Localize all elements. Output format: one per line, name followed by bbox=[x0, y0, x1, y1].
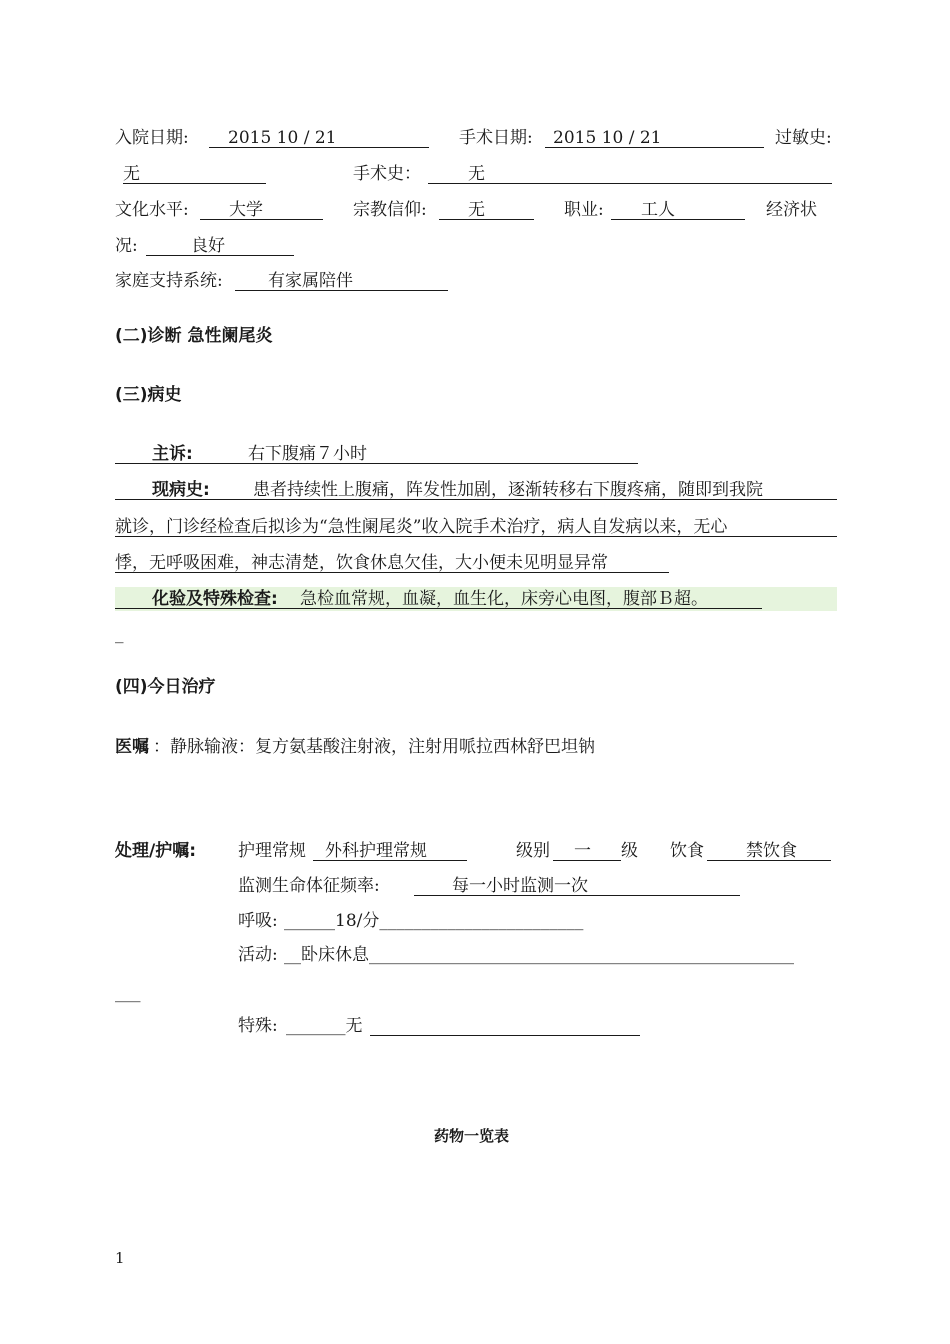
diet-value: 禁饮食 bbox=[746, 841, 797, 861]
routine-value: 外科护理常规 bbox=[325, 841, 427, 861]
present-illness-label: 现病史: bbox=[152, 480, 210, 500]
page-number: 1 bbox=[115, 1249, 125, 1267]
admission-value: 2015 10 / 21 bbox=[228, 128, 337, 148]
special-value: _______无 bbox=[286, 1016, 363, 1036]
level-label: 级别 bbox=[516, 841, 550, 861]
breath-value: ______18/分________________________ bbox=[284, 911, 584, 931]
present-illness-line-2: 就诊，门诊经检查后拟诊为“急性阑尾炎”收入院手术治疗，病人自发病以来，无心 bbox=[115, 517, 728, 537]
activity-label: 活动: bbox=[238, 945, 278, 965]
surgery-date-label: 手术日期: bbox=[459, 128, 533, 148]
surgery-history-value: 无 bbox=[468, 164, 485, 184]
economic-value: 良好 bbox=[191, 236, 225, 256]
orders-value: ：静脉输液：复方氨基酸注射液，注射用哌拉西林舒巴坦钠 bbox=[153, 737, 595, 757]
family-support-value: 有家属陪伴 bbox=[268, 271, 353, 291]
occupation-underline bbox=[611, 200, 745, 220]
surgery-history-label: 手术史： bbox=[353, 164, 421, 184]
treatment-heading: (四)今日治疗 bbox=[115, 677, 216, 697]
diet-label: 饮食 bbox=[670, 841, 704, 861]
admission-label: 入院日期: bbox=[115, 128, 189, 148]
present-illness-line-1: 患者持续性上腹痛，阵发性加剧，逐渐转移右下腹疼痛，随即到我院 bbox=[253, 480, 763, 500]
allergy-value: 无 bbox=[123, 164, 140, 184]
occupation-value: 工人 bbox=[641, 200, 675, 220]
breath-label: 呼吸: bbox=[238, 911, 278, 931]
level-value: 一 bbox=[574, 841, 591, 861]
allergy-label: 过敏史: bbox=[775, 128, 832, 148]
level-suffix: 级 bbox=[621, 841, 638, 861]
occupation-label: 职业: bbox=[564, 200, 604, 220]
lab-label: 化验及特殊检查: bbox=[152, 589, 278, 609]
economic-label: 经济状 bbox=[766, 200, 817, 220]
family-support-label: 家庭支持系统: bbox=[115, 271, 223, 291]
education-label: 文化水平: bbox=[115, 200, 189, 220]
education-value: 大学 bbox=[229, 200, 263, 220]
complaint-label: 主诉: bbox=[152, 444, 193, 464]
religion-label: 宗教信仰: bbox=[353, 200, 427, 220]
economic-label-wrap: 况: bbox=[115, 236, 138, 256]
present-illness-line-3: 悸，无呼吸困难，神志清楚，饮食休息欠佳，大小便未见明显异常 bbox=[115, 553, 608, 573]
allergy-underline bbox=[123, 164, 266, 184]
care-orders-label: 处理/护嘱: bbox=[115, 841, 197, 861]
lone-mark: _ bbox=[115, 624, 124, 644]
orders-label: 医嘱 bbox=[115, 737, 149, 757]
diagnosis-heading: (二)诊断 急性阑尾炎 bbox=[115, 326, 273, 346]
activity-value: __卧床休息__________________________________________________ bbox=[284, 945, 794, 965]
surgery-history-underline bbox=[428, 164, 832, 184]
monitor-value: 每一小时监测一次 bbox=[452, 876, 588, 896]
drug-table-title: 药物一览表 bbox=[434, 1127, 510, 1145]
activity-wrap: ___ bbox=[115, 983, 141, 1003]
complaint-value: 右下腹痛７小时 bbox=[248, 444, 367, 464]
special-label: 特殊: bbox=[238, 1016, 278, 1036]
special-underline bbox=[370, 1016, 640, 1036]
surgery-date-value: 2015 10 / 21 bbox=[553, 128, 662, 148]
lab-value: 急检血常规，血凝，血生化，床旁心电图，腹部Ｂ超。 bbox=[300, 589, 708, 609]
routine-label: 护理常规 bbox=[238, 841, 306, 861]
history-heading: (三)病史 bbox=[115, 385, 182, 405]
complaint-underline bbox=[115, 444, 638, 464]
religion-underline bbox=[439, 200, 534, 220]
monitor-label: 监测生命体征频率: bbox=[238, 876, 380, 896]
religion-value: 无 bbox=[468, 200, 485, 220]
